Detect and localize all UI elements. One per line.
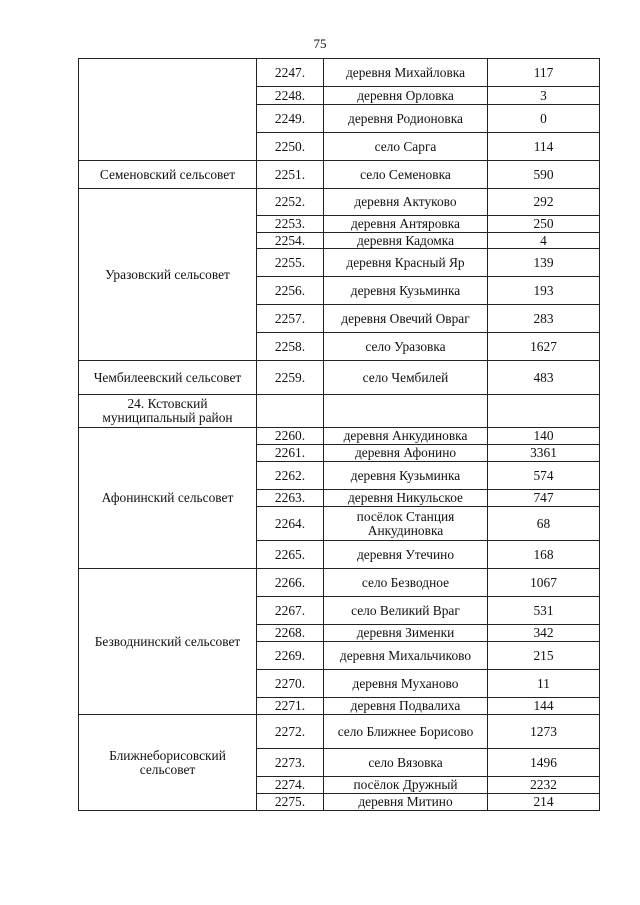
number-cell: 2273.	[257, 749, 324, 777]
number-cell: 2252.	[257, 189, 324, 216]
settlement-cell: деревня Антяровка	[324, 216, 488, 233]
settlements-table	[78, 58, 600, 811]
settlement-cell: деревня Зименки	[324, 625, 488, 642]
number-cell: 2268.	[257, 625, 324, 642]
population-cell: 483	[488, 361, 600, 395]
number-cell: 2254.	[257, 233, 324, 249]
number-cell: 2269.	[257, 642, 324, 670]
population-cell: 250	[488, 216, 600, 233]
population-cell: 0	[488, 105, 600, 133]
number-cell: 2257.	[257, 305, 324, 333]
population-cell: 117	[488, 59, 600, 87]
population-cell: 747	[488, 490, 600, 507]
number-cell: 2251.	[257, 161, 324, 189]
population-cell: 292	[488, 189, 600, 216]
council-cell: Семеновский сельсовет	[79, 161, 257, 189]
settlement-cell: деревня Митино	[324, 794, 488, 811]
table-row	[79, 59, 600, 87]
table-row	[79, 189, 600, 216]
council-cell: Ближнеборисовский сельсовет	[79, 715, 257, 811]
number-cell: 2253.	[257, 216, 324, 233]
settlement-cell: село Ближнее Борисово	[324, 715, 488, 749]
population-cell: 168	[488, 541, 600, 569]
settlement-cell: деревня Анкудиновка	[324, 428, 488, 445]
number-cell: 2272.	[257, 715, 324, 749]
settlement-cell: деревня Михайловка	[324, 59, 488, 87]
settlement-cell: деревня Родионовка	[324, 105, 488, 133]
settlement-cell: деревня Кузьминка	[324, 462, 488, 490]
council-cell: 24. Кстовский муниципальный район	[79, 395, 257, 428]
table-row	[79, 428, 600, 445]
number-cell: 2248.	[257, 87, 324, 105]
council-cell	[79, 59, 257, 161]
population-cell: 3	[488, 87, 600, 105]
table-row	[79, 715, 600, 749]
population-cell: 1496	[488, 749, 600, 777]
council-cell: Чембилеевский сельсовет	[79, 361, 257, 395]
number-cell: 2256.	[257, 277, 324, 305]
number-cell: 2249.	[257, 105, 324, 133]
number-cell: 2270.	[257, 670, 324, 698]
population-cell: 144	[488, 698, 600, 715]
table-row	[79, 161, 600, 189]
number-cell: 2265.	[257, 541, 324, 569]
population-cell: 114	[488, 133, 600, 161]
population-cell: 68	[488, 507, 600, 541]
number-cell: 2266.	[257, 569, 324, 597]
settlement-cell: село Уразовка	[324, 333, 488, 361]
number-cell: 2250.	[257, 133, 324, 161]
settlement-cell: деревня Актуково	[324, 189, 488, 216]
settlement-cell: село Сарга	[324, 133, 488, 161]
settlement-cell: деревня Никульское	[324, 490, 488, 507]
settlement-cell: посёлок Станция Анкудиновка	[324, 507, 488, 541]
population-cell: 3361	[488, 445, 600, 462]
settlement-cell: деревня Орловка	[324, 87, 488, 105]
number-cell	[257, 395, 324, 428]
settlement-cell: деревня Кузьминка	[324, 277, 488, 305]
number-cell: 2271.	[257, 698, 324, 715]
table-row	[79, 569, 600, 597]
settlement-cell: деревня Красный Яр	[324, 249, 488, 277]
population-cell: 590	[488, 161, 600, 189]
population-cell: 193	[488, 277, 600, 305]
population-cell: 531	[488, 597, 600, 625]
table-row	[79, 395, 600, 428]
number-cell: 2247.	[257, 59, 324, 87]
population-cell: 1627	[488, 333, 600, 361]
council-cell: Безводнинский сельсовет	[79, 569, 257, 715]
table-row	[79, 361, 600, 395]
population-cell: 1067	[488, 569, 600, 597]
number-cell: 2264.	[257, 507, 324, 541]
settlement-cell: село Семеновка	[324, 161, 488, 189]
population-cell: 342	[488, 625, 600, 642]
settlement-cell: деревня Муханово	[324, 670, 488, 698]
settlement-cell: деревня Кадомка	[324, 233, 488, 249]
population-cell: 283	[488, 305, 600, 333]
population-cell: 139	[488, 249, 600, 277]
population-cell: 2232	[488, 777, 600, 794]
number-cell: 2275.	[257, 794, 324, 811]
settlement-cell: деревня Овечий Овраг	[324, 305, 488, 333]
population-cell	[488, 395, 600, 428]
number-cell: 2259.	[257, 361, 324, 395]
number-cell: 2262.	[257, 462, 324, 490]
number-cell: 2258.	[257, 333, 324, 361]
population-cell: 140	[488, 428, 600, 445]
number-cell: 2261.	[257, 445, 324, 462]
settlement-cell: село Великий Враг	[324, 597, 488, 625]
settlement-cell: деревня Утечино	[324, 541, 488, 569]
number-cell: 2263.	[257, 490, 324, 507]
number-cell: 2274.	[257, 777, 324, 794]
population-cell: 214	[488, 794, 600, 811]
settlement-cell: посёлок Дружный	[324, 777, 488, 794]
population-cell: 574	[488, 462, 600, 490]
number-cell: 2260.	[257, 428, 324, 445]
settlement-cell: деревня Подвалиха	[324, 698, 488, 715]
population-cell: 4	[488, 233, 600, 249]
page-number: 75	[313, 36, 327, 51]
number-cell: 2255.	[257, 249, 324, 277]
population-cell: 11	[488, 670, 600, 698]
settlement-cell: село Вязовка	[324, 749, 488, 777]
settlement-cell	[324, 395, 488, 428]
council-cell: Уразовский сельсовет	[79, 189, 257, 361]
settlement-cell: село Чембилей	[324, 361, 488, 395]
population-cell: 1273	[488, 715, 600, 749]
population-cell: 215	[488, 642, 600, 670]
settlement-cell: деревня Михальчиково	[324, 642, 488, 670]
settlement-cell: деревня Афонино	[324, 445, 488, 462]
council-cell: Афонинский сельсовет	[79, 428, 257, 569]
settlement-cell: село Безводное	[324, 569, 488, 597]
number-cell: 2267.	[257, 597, 324, 625]
